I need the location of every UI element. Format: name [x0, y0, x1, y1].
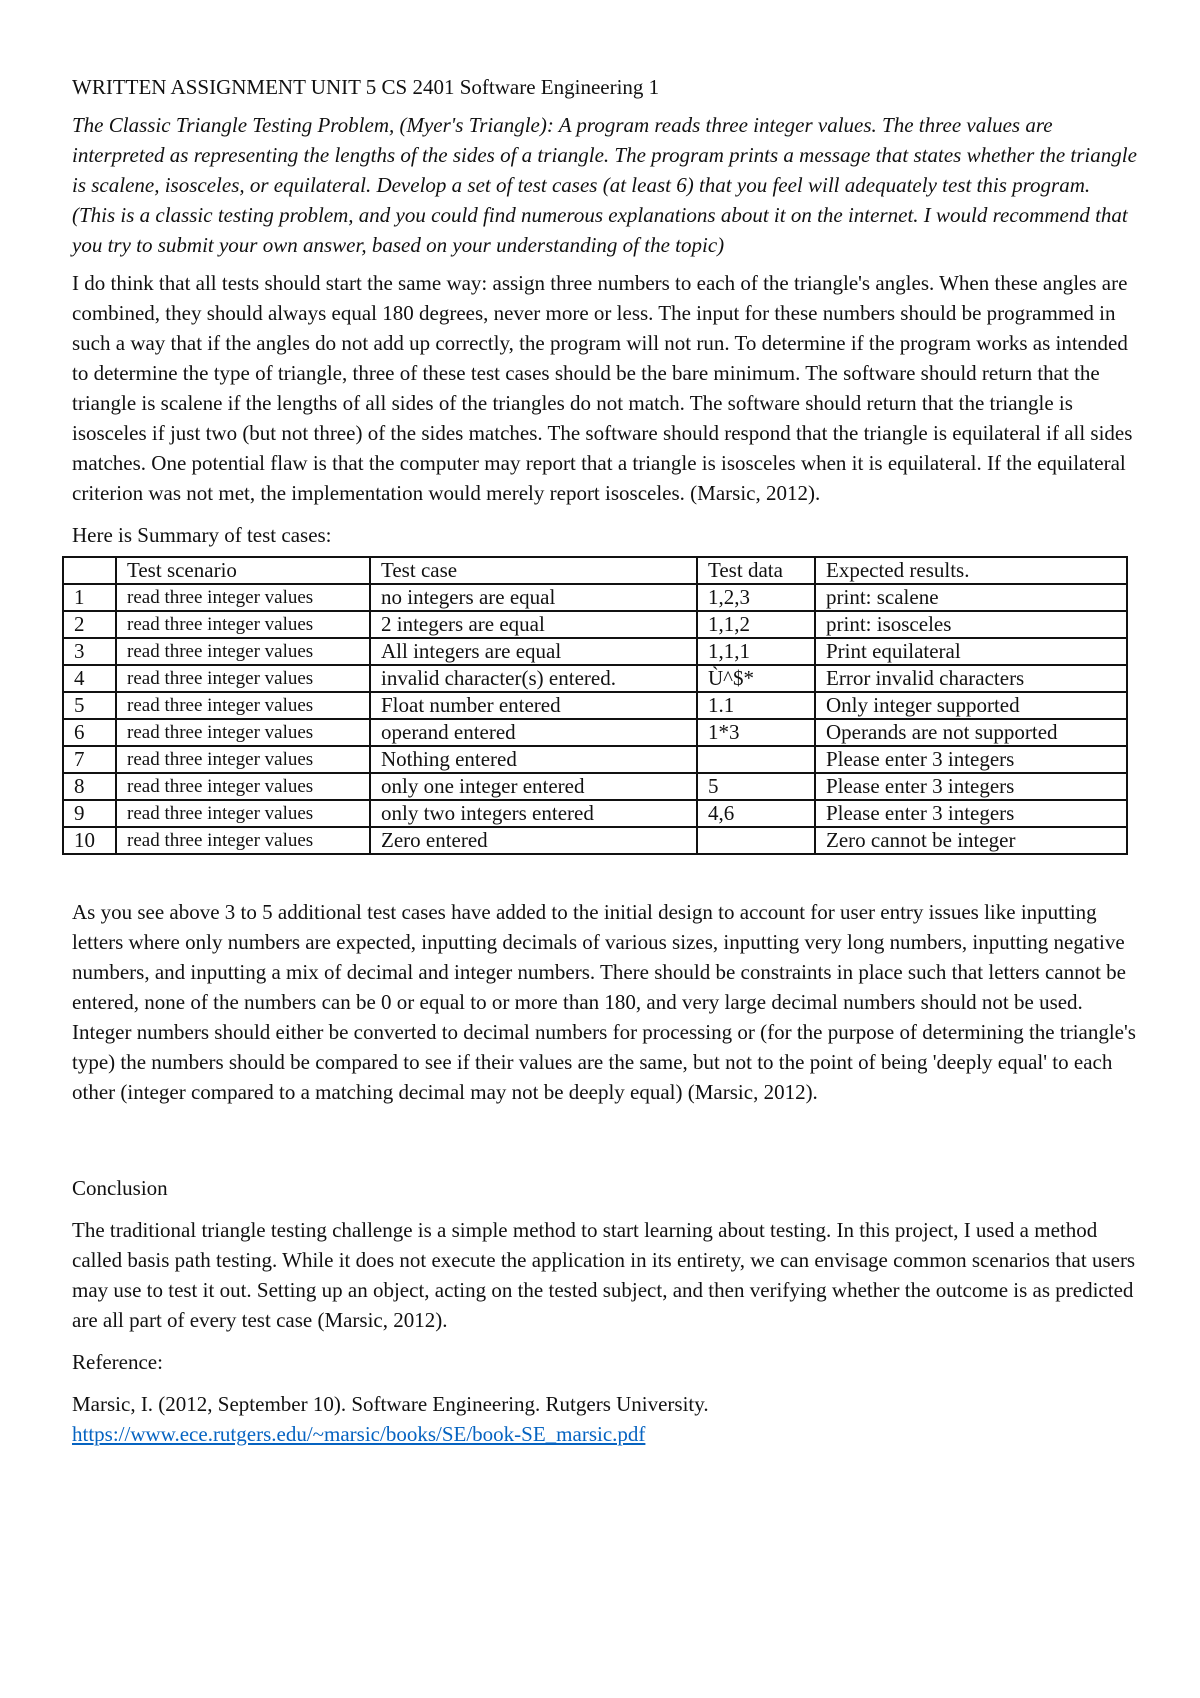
cell-test-scenario: read three integer values: [116, 800, 370, 827]
header-test-data: Test data: [697, 557, 815, 584]
cell-number: 1: [63, 584, 116, 611]
cell-test-scenario: read three integer values: [116, 719, 370, 746]
table-row: [63, 638, 1127, 665]
table-row: [63, 800, 1127, 827]
cell-expected-results: Please enter 3 integers: [815, 800, 1127, 827]
cell-expected-results: Please enter 3 integers: [815, 773, 1127, 800]
assignment-prompt: The Classic Triangle Testing Problem, (Myer's Triangle): A program reads three integer values. The three values are interpreted as representing the lengths of the sides of a triangle. The program prints a message that states whether the triangle is scalene, isosceles, or equilateral. Develop a set of test cases (at least 6) that you feel will adequately test this program. (This is a classic testing problem, and you could find numerous explanations about it on the internet. I would recommend that you try to submit your own answer, based on your understanding of the topic): [72, 113, 1137, 257]
cell-test-case: Float number entered: [370, 692, 697, 719]
page-title: WRITTEN ASSIGNMENT UNIT 5 CS 2401 Software Engineering 1: [72, 75, 660, 99]
cell-test-data: [697, 827, 815, 854]
cell-test-case: operand entered: [370, 719, 697, 746]
intro-paragraph: I do think that all tests should start the same way: assign three numbers to each of the triangle's angles. When these angles are combined, they should always equal 180 degrees, never more or less. The input for these numbers should be programmed in such a way that if the angles do not add up correctly, the program will not run. To determine if the program works as intended to determine the type of triangle, three of these test cases should be the bare minimum. The software should return that the triangle is scalene if the lengths of all sides of the triangles do not match. The software should return that the triangle is isosceles if just two (but not three) of the sides matches. The software should respond that the triangle is equilateral if all sides matches. One potential flaw is that the computer may report that a triangle is isosceles when it is equilateral. If the equilateral criterion was not met, the implementation would merely report isosceles. (Marsic, 2012).: [72, 271, 1133, 505]
cell-test-case: 2 integers are equal: [370, 611, 697, 638]
conclusion-paragraph: The traditional triangle testing challenge is a simple method to start learning about testing. In this project, I used a method called basis path testing. While it does not execute the application in its entirety, we can envisage common scenarios that users may use to test it out. Setting up an object, acting on the tested subject, and then verifying whether the outcome is as predicted are all part of every test case (Marsic, 2012).: [72, 1218, 1136, 1332]
cell-test-scenario: read three integer values: [116, 584, 370, 611]
cell-expected-results: Please enter 3 integers: [815, 746, 1127, 773]
cell-test-case: Zero entered: [370, 827, 697, 854]
cell-number: 10: [63, 827, 116, 854]
table-row: [63, 773, 1127, 800]
cell-expected-results: Error invalid characters: [815, 665, 1127, 692]
header-test-scenario: Test scenario: [116, 557, 370, 584]
table-row: [63, 719, 1127, 746]
table-header-row: [63, 557, 1127, 584]
cell-test-case: only two integers entered: [370, 800, 697, 827]
cell-test-case: invalid character(s) entered.: [370, 665, 697, 692]
cell-number: 5: [63, 692, 116, 719]
cell-number: 2: [63, 611, 116, 638]
table-row: [63, 611, 1127, 638]
cell-test-data: [697, 746, 815, 773]
cell-expected-results: print: scalene: [815, 584, 1127, 611]
reference-link[interactable]: https://www.ece.rutgers.edu/~marsic/books/SE/book-SE_marsic.pdf: [72, 1422, 646, 1446]
after-table-paragraph: As you see above 3 to 5 additional test cases have added to the initial design to account for user entry issues like inputting letters where only numbers are expected, inputting decimals of various sizes, inputting very long numbers, inputting negative numbers, and inputting a mix of decimal and integer numbers. There should be constraints in place such that letters cannot be entered, none of the numbers can be 0 or equal to or more than 180, and very large decimal numbers should not be used. Integer numbers should either be converted to decimal numbers for processing or (for the purpose of determining the triangle's type) the numbers should be compared to see if their values are the same, but not to the point of being 'deeply equal' to each other (integer compared to a matching decimal may not be deeply equal) (Marsic, 2012).: [72, 900, 1136, 1104]
cell-number: 7: [63, 746, 116, 773]
cell-test-scenario: read three integer values: [116, 827, 370, 854]
cell-test-case: Nothing entered: [370, 746, 697, 773]
cell-number: 9: [63, 800, 116, 827]
cell-test-data: 1*3: [697, 719, 815, 746]
cell-test-data: 1,2,3: [697, 584, 815, 611]
summary-label: Here is Summary of test cases:: [72, 523, 332, 547]
header-number: [63, 557, 116, 584]
cell-number: 3: [63, 638, 116, 665]
cell-test-case: only one integer entered: [370, 773, 697, 800]
cell-test-scenario: read three integer values: [116, 746, 370, 773]
test-cases-table: [62, 556, 1128, 855]
spacer: [72, 855, 1138, 897]
cell-expected-results: Print equilateral: [815, 638, 1127, 665]
cell-number: 8: [63, 773, 116, 800]
header-expected-results: Expected results.: [815, 557, 1127, 584]
cell-test-case: All integers are equal: [370, 638, 697, 665]
reference-heading: Reference:: [72, 1350, 163, 1374]
table-row: [63, 746, 1127, 773]
cell-expected-results: Zero cannot be integer: [815, 827, 1127, 854]
table-row: [63, 827, 1127, 854]
conclusion-heading: Conclusion: [72, 1176, 168, 1200]
cell-test-data: Ù^$*: [697, 665, 815, 692]
header-test-case: Test case: [370, 557, 697, 584]
cell-test-scenario: read three integer values: [116, 773, 370, 800]
table-row: [63, 692, 1127, 719]
cell-expected-results: print: isosceles: [815, 611, 1127, 638]
reference-citation: Marsic, I. (2012, September 10). Software Engineering. Rutgers University.: [72, 1392, 709, 1416]
cell-test-case: no integers are equal: [370, 584, 697, 611]
cell-expected-results: Only integer supported: [815, 692, 1127, 719]
cell-test-data: 5: [697, 773, 815, 800]
cell-test-data: 4,6: [697, 800, 815, 827]
cell-expected-results: Operands are not supported: [815, 719, 1127, 746]
cell-test-scenario: read three integer values: [116, 692, 370, 719]
cell-test-data: 1.1: [697, 692, 815, 719]
spacer: [72, 1119, 1138, 1173]
table-row: [63, 665, 1127, 692]
cell-test-scenario: read three integer values: [116, 611, 370, 638]
cell-test-scenario: read three integer values: [116, 665, 370, 692]
table-row: [63, 584, 1127, 611]
cell-number: 6: [63, 719, 116, 746]
cell-test-data: 1,1,2: [697, 611, 815, 638]
cell-test-data: 1,1,1: [697, 638, 815, 665]
cell-number: 4: [63, 665, 116, 692]
cell-test-scenario: read three integer values: [116, 638, 370, 665]
